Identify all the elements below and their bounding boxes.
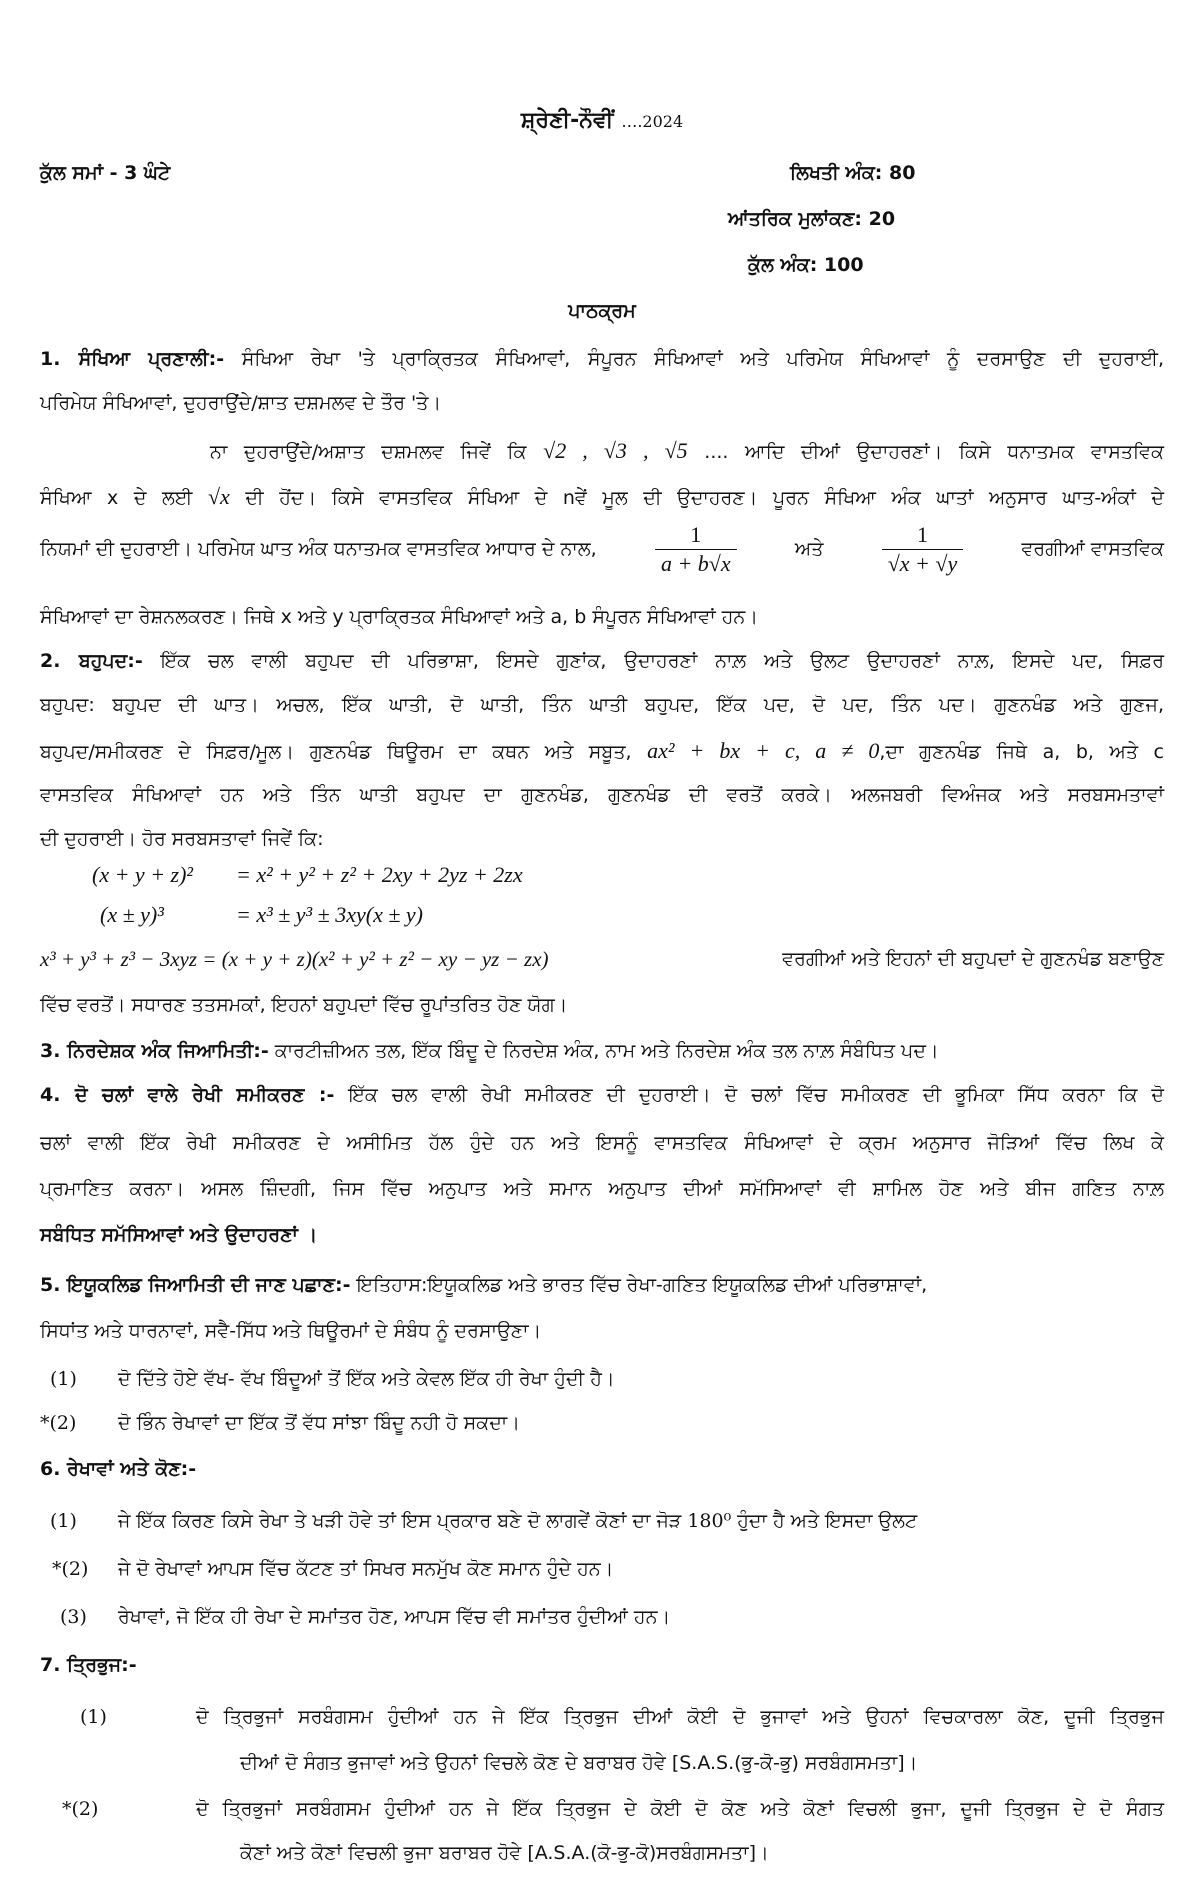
identity-1-lhs: (x + y + z)² bbox=[92, 862, 194, 887]
s1-root-x: √x bbox=[207, 484, 230, 509]
s6-text-1a: ਜੇ ਇੱਕ ਕਿਰਣ ਕਿਸੇ ਰੇਖਾ ਤੇ ਖੜੀ ਹੋਵੇ ਤਾਂ ਇਸ ਪ੍ਰਕਾਰ ਬਣੇ ਦੋ ਲਾਗਵੇਂ ਕੋਣਾਂ ਦਾ ਜੋੜ bbox=[118, 1510, 682, 1532]
s7-item-1-line-2: ਦੀਆਂ ਦੋ ਸੰਗਤ ਭੁਜਾਵਾਂ ਅਤੇ ਉਹਨਾਂ ਵਿਚਲੇ ਕੋਣ ਦੇ ਬਰਾਬਰ ਹੋਵੇ [S.A.S.(ਭੁ-ਕੋ-ਭੁ) ਸਰਬੰਗਸਮਤਾ]। bbox=[240, 1752, 918, 1774]
syllabus-heading: ਪਾਠਕ੍ਰਮ bbox=[568, 300, 636, 322]
total-time: ਕੁੱਲ ਸਮਾਂ - 3 ਘੰਟੇ bbox=[40, 162, 171, 184]
s7-item-1-line-1: ਦੋ ਤ੍ਰਿਭੁਜਾਂ ਸਰਬੰਗਸਮ ਹੁੰਦੀਆਂ ਹਨ ਜੇ ਇੱਕ ਤ੍ਰਿਭੁਜ ਦੀਆਂ ਕੋਈ ਦੋ ਭੁਜਾਵਾਂ ਅਤੇ ਉਹਨਾਂ ਵਿਚਕਾਰਲਾ ਕੋਣ, ਦੂਜੀ ਤ੍ਰਿਭੁਜ bbox=[196, 1706, 1164, 1728]
s6-item-1-number: (1) bbox=[50, 1510, 77, 1532]
s2-quadratic: ax² + bx + c, a ≠ 0 bbox=[647, 738, 880, 763]
s5-heading: 5. ਇਯੂਕਲਿਡ ਜਿਆਮਿਤੀ ਦੀ ਜਾਣ ਪਛਾਣ:- bbox=[40, 1274, 351, 1296]
identity-3: x³ + y³ + z³ − 3xyz = (x + y + z)(x² + y² + z² − xy − yz − zx) bbox=[40, 947, 549, 971]
s1-text-4a: ਸੰਖਿਆ x ਦੇ ਲਈ bbox=[40, 487, 193, 509]
page-title-line bbox=[0, 108, 1204, 135]
s6-item-1 bbox=[118, 1508, 917, 1534]
fraction-2-denominator: √x + √y bbox=[882, 549, 964, 578]
s4-text-1: ਇੱਕ ਚਲ ਵਾਲੀ ਰੇਖੀ ਸਮੀਕਰਣ ਦੀ ਦੁਹਰਾਈ। ਦੋ ਚਲਾਂ ਵਿੱਚ ਸਮੀਕਰਣ ਦੀ ਭੂਮਿਕਾ ਸਿੱਧ ਕਰਨਾ ਕਿ ਦੋ bbox=[348, 1084, 1164, 1106]
s5-line-1 bbox=[40, 1272, 927, 1298]
s4-heading: 4. ਦੋ ਚਲਾਂ ਵਾਲੇ ਰੇਖੀ ਸਮੀਕਰਣ :- bbox=[40, 1084, 335, 1106]
s2-line-5: ਦੀ ਦੁਹਰਾਈ। ਹੋਰ ਸਰਬਸਤਾਵਾਂ ਜਿਵੇਂ ਕਿ: bbox=[40, 828, 324, 850]
s6-heading: 6. ਰੇਖਾਵਾਂ ਅਤੇ ਕੋਣ:- bbox=[40, 1458, 197, 1480]
identity-2-rhs: = x³ ± y³ ± 3xy(x ± y) bbox=[236, 902, 423, 927]
s4-line-4: ਸਬੰਧਿਤ ਸਮੱਸਿਆਵਾਂ ਅਤੇ ਉਦਾਹਰਣਾਂ । bbox=[40, 1224, 318, 1246]
s7-item-2-line-2: ਕੋਣਾਂ ਅਤੇ ਕੋਣਾਂ ਵਿਚਲੀ ਭੁਜਾ ਬਰਾਬਰ ਹੋਵੇ [A.S.A.(ਕੋ-ਭੁ-ਕੋ)ਸਰਬੰਗਸਮਤਾ]। bbox=[240, 1842, 769, 1864]
s1-text-5a: ਨਿਯਮਾਂ ਦੀ ਦੁਹਰਾਈ। ਪਰਿਮੇਯ ਘਾਤ ਅੰਕ ਧਨਾਤਮਕ ਵਾਸਤਵਿਕ ਆਧਾਰ ਦੇ ਨਾਲ, bbox=[40, 538, 597, 560]
s1-text-3a: ਨਾ ਦੁਹਰਾਉਂਦੇ/ਅਸ਼ਾਤ ਦਸ਼ਮਲਵ ਜਿਵੇਂ ਕਿ bbox=[210, 441, 527, 463]
s1-line-4 bbox=[40, 484, 1164, 511]
year: ….2024 bbox=[621, 112, 684, 131]
s2-text-3b: ,ਦਾ ਗੁਣਨਖੰਡ ਜਿਥੇ a, b, ਅਤੇ c bbox=[879, 741, 1164, 763]
fraction-2-numerator: 1 bbox=[916, 521, 928, 547]
s2-line-2: ਬਹੁਪਦ: ਬਹੁਪਦ ਦੀ ਘਾਤ। ਅਚਲ, ਇੱਕ ਘਾਤੀ, ਦੋ ਘਾਤੀ, ਤਿੰਨ ਘਾਤੀ ਬਹੁਪਦ, ਇੱਕ ਪਦ, ਦੋ ਪਦ, ਤਿੰਨ ਪਦ। ਗੁਣਨਖੰਡ ਅਤੇ ਗੁਣਜ, bbox=[40, 694, 1164, 716]
s5-item-1: ਦੋ ਦਿੱਤੇ ਹੋਏ ਵੱਖ- ਵੱਖ ਬਿੰਦੂਆਂ ਤੋਂ ਇੱਕ ਅਤੇ ਕੇਵਲ ਇੱਕ ਹੀ ਰੇਖਾ ਹੁੰਦੀ ਹੈ। bbox=[118, 1368, 615, 1390]
s2-line-7: ਵਿੱਚ ਵਰਤੋਂ। ਸਧਾਰਣ ਤਤਸਮਕਾਂ, ਇਹਨਾਂ ਬਹੁਪਦਾਂ ਵਿੱਚ ਰੂਪਾਂਤਰਿਤ ਹੋਣ ਯੋਗ। bbox=[40, 994, 568, 1016]
s6-item-3: ਰੇਖਾਵਾਂ, ਜੋ ਇੱਕ ਹੀ ਰੇਖਾ ਦੇ ਸਮਾਂਤਰ ਹੋਣ, ਆਪਸ ਵਿੱਚ ਵੀ ਸਮਾਂਤਰ ਹੁੰਦੀਆਂ ਹਨ। bbox=[118, 1606, 671, 1628]
s2-line-6 bbox=[40, 946, 1164, 972]
s2-line-1 bbox=[40, 648, 1164, 674]
page-title: ਸ਼੍ਰੇਣੀ-ਨੌਵੀਂ bbox=[520, 108, 614, 133]
s3-text: ਕਾਰਟੀਜ਼ੀਅਨ ਤਲ, ਇੱਕ ਬਿੰਦੂ ਦੇ ਨਿਰਦੇਸ਼ ਅੰਕ, ਨਾਮ ਅਤੇ ਨਿਰਦੇਸ਼ ਅੰਕ ਤਲ ਨਾਲ਼ ਸੰਬੰਧਿਤ ਪਦ। bbox=[274, 1040, 939, 1062]
s4-line-2: ਚਲਾਂ ਵਾਲੀ ਇੱਕ ਰੇਖੀ ਸਮੀਕਰਣ ਦੇ ਅਸੀਮਿਤ ਹੱਲ ਹੁੰਦੇ ਹਨ ਅਤੇ ਇਸਨੂੰ ਵਾਸਤਵਿਕ ਸੰਖਿਆਵਾਂ ਦੇ ਕ੍ਰਮ ਅਨੁਸਾਰ ਜੋੜਿਆਂ ਵਿੱਚ ਲਿਖ ਕੇ bbox=[40, 1132, 1164, 1154]
s7-item-2-number: *(2) bbox=[62, 1798, 99, 1820]
s1-text-3b: .... ਆਦਿ ਦੀਆਂ ਉਦਾਹਰਣਾਂ। ਕਿਸੇ ਧਨਾਤਮਕ ਵਾਸਤਵਿਕ bbox=[704, 441, 1165, 463]
s1-line-1 bbox=[40, 346, 1164, 372]
total-marks: ਕੁੱਲ ਅੰਕ: 100 bbox=[748, 254, 864, 276]
identity-2-lhs: (x ± y)³ bbox=[100, 902, 164, 927]
s2-line-3 bbox=[40, 738, 1164, 765]
s1-line-3 bbox=[210, 438, 1164, 465]
s6-item-2-number: *(2) bbox=[52, 1558, 89, 1580]
s2-text-6b: ਵਰਗੀਆਂ ਅਤੇ ਇਹਨਾਂ ਦੀ ਬਹੁਪਦਾਂ ਦੇ ਗੁਣਨਖੰਡ ਬਣਾਉਣ bbox=[782, 948, 1164, 970]
s1-text-4b: ਦੀ ਹੋਂਦ। ਕਿਸੇ ਵਾਸਤਵਿਕ ਸੰਖਿਆ ਦੇ nਵੇਂ ਮੂਲ ਦੀ ਉਦਾਹਰਣ। ਪੂਰਨ ਸੰਖਿਆ ਅੰਕ ਘਾਤਾਂ ਅਨੁਸਾਰ ਘਾਤ-ਅੰਕਾਂ ਦੇ bbox=[245, 487, 1164, 509]
s1-roots: √2 , √3 , √5 bbox=[543, 438, 688, 463]
s3-line bbox=[40, 1038, 939, 1064]
s1-fraction-1 bbox=[655, 521, 737, 578]
fraction-1-numerator: 1 bbox=[690, 521, 702, 547]
s7-item-1-number: (1) bbox=[80, 1706, 107, 1728]
s7-heading: 7. ਤ੍ਰਿਭੁਜ:- bbox=[40, 1654, 137, 1676]
s1-text-1: ਸੰਖਿਆ ਰੇਖਾ 'ਤੇ ਪ੍ਰਾਕ੍ਰਿਤਕ ਸੰਖਿਆਵਾਂ, ਸੰਪੂਰਨ ਸੰਖਿਆਵਾਂ ਅਤੇ ਪਰਿਮੇਯ ਸੰਖਿਆਵਾਂ ਨੂੰ ਦਰਸਾਉਣ ਦੀ ਦੁਹਰਾਈ, bbox=[241, 348, 1164, 370]
s5-item-2: ਦੋ ਭਿੰਨ ਰੇਖਾਵਾਂ ਦਾ ਇੱਕ ਤੋਂ ਵੱਧ ਸਾਂਝਾ ਬਿੰਦੂ ਨਹੀ ਹੋ ਸਕਦਾ। bbox=[118, 1412, 521, 1434]
s2-text-1: ਇੱਕ ਚਲ ਵਾਲੀ ਬਹੁਪਦ ਦੀ ਪਰਿਭਾਸ਼ਾ, ਇਸਦੇ ਗੁਣਾਂਕ, ਉਦਾਹਰਣਾਂ ਨਾਲ਼ ਅਤੇ ਉਲਟ ਉਦਾਹਰਣਾਂ ਨਾਲ਼, ਇਸਦੇ ਪਦ, ਸਿਫ਼ਰ bbox=[160, 650, 1164, 672]
s6-item-3-number: (3) bbox=[60, 1606, 87, 1628]
s2-text-3a: ਬਹੁਪਦ/ਸਮੀਕਰਣ ਦੇ ਸਿਫ਼ਰ/ਮੂਲ। ਗੁਣਨਖੰਡ ਥਿਊਰਮ ਦਾ ਕਥਨ ਅਤੇ ਸਬੂਤ, bbox=[40, 741, 632, 763]
s5-text-1: ਇਤਿਹਾਸ:ਇਯੂਕਲਿਡ ਅਤੇ ਭਾਰਤ ਵਿੱਚ ਰੇਖਾ-ਗਣਿਤ ਇਯੂਕਲਿਡ ਦੀਆਂ ਪਰਿਭਾਸ਼ਾਵਾਂ, bbox=[356, 1274, 928, 1296]
s1-line-6: ਸੰਖਿਆਵਾਂ ਦਾ ਰੇਸ਼ਨਲਕਰਣ। ਜਿਥੇ x ਅਤੇ y ਪ੍ਰਾਕ੍ਰਿਤਕ ਸੰਖਿਆਵਾਂ ਅਤੇ a, b ਸੰਪੂਰਨ ਸੰਖਿਆਵਾਂ ਹਨ। bbox=[40, 606, 759, 628]
s4-line-3: ਪ੍ਰਮਾਣਿਤ ਕਰਨਾ। ਅਸਲ ਜ਼ਿੰਦਗੀ, ਜਿਸ ਵਿੱਚ ਅਨੁਪਾਤ ਅਤੇ ਸਮਾਨ ਅਨੁਪਾਤ ਦੀਆਂ ਸਮੱਸਿਆਵਾਂ ਵੀ ਸ਼ਾਮਿਲ ਹੋਣ ਅਤੇ ਬੀਜ ਗਣਿਤ ਨਾਲ਼ bbox=[40, 1178, 1164, 1200]
s2-line-4: ਵਾਸਤਵਿਕ ਸੰਖਿਆਵਾਂ ਹਨ ਅਤੇ ਤਿੰਨ ਘਾਤੀ ਬਹੁਪਦ ਦਾ ਗੁਣਨਖੰਡ, ਗੁਣਨਖੰਡ ਦੀ ਵਰਤੋਂ ਕਰਕੇ। ਅਲਜਬਰੀ ਵਿਅੰਜਕ ਅਤੇ ਸਰਬਸਮਤਾਵਾਂ bbox=[40, 784, 1164, 806]
s5-item-1-number: (1) bbox=[50, 1368, 77, 1390]
fraction-1-denominator: a + b√x bbox=[655, 549, 737, 578]
s7-item-2-line-1: ਦੋ ਤ੍ਰਿਭੁਜਾਂ ਸਰਬੰਗਸਮ ਹੁੰਦੀਆਂ ਹਨ ਜੇ ਇੱਕ ਤ੍ਰਿਭੁਜ ਦੇ ਕੋਈ ਦੋ ਕੋਣ ਅਤੇ ਕੋਣਾਂ ਵਿਚਲੀ ਭੁਜਾ, ਦੂਜੀ ਤ੍ਰਿਭੁਜ ਦੇ ਦੋ ਸੰਗਤ bbox=[196, 1798, 1164, 1820]
s1-line-5 bbox=[40, 516, 1164, 582]
identity-1-rhs: = x² + y² + z² + 2xy + 2yz + 2zx bbox=[236, 862, 523, 887]
written-marks: ਲਿਖਤੀ ਅੰਕ: 80 bbox=[790, 162, 916, 184]
s1-fraction-2 bbox=[882, 521, 964, 578]
s5-line-2: ਸਿਧਾਂਤ ਅਤੇ ਧਾਰਨਾਵਾਂ, ਸਵੈ-ਸਿੱਧ ਅਤੇ ਥਿਊਰਮਾਂ ਦੇ ਸੰਬੰਧ ਨੂੰ ਦਰਸਾਉਣਾ। bbox=[40, 1320, 542, 1342]
s2-heading: 2. ਬਹੁਪਦ:- bbox=[40, 650, 143, 672]
s4-line-1 bbox=[40, 1082, 1164, 1108]
s6-text-1b: ਹੁੰਦਾ ਹੈ ਅਤੇ ਇਸਦਾ ਉਲਟ bbox=[737, 1510, 918, 1532]
s3-heading: 3. ਨਿਰਦੇਸ਼ਕ ਅੰਕ ਜਿਆਮਿਤੀ:- bbox=[40, 1040, 269, 1062]
s1-and: ਅਤੇ bbox=[794, 538, 824, 560]
s6-item-2: ਜੇ ਦੋ ਰੇਖਾਵਾਂ ਆਪਸ ਵਿੱਚ ਕੱਟਣ ਤਾਂ ਸਿਖਰ ਸਨਮੁੱਖ ਕੋਣ ਸਮਾਨ ਹੁੰਦੇ ਹਨ। bbox=[118, 1558, 614, 1580]
s1-text-5b: ਵਰਗੀਆਂ ਵਾਸਤਵਿਕ bbox=[1021, 538, 1164, 560]
s1-line-2: ਪਰਿਮੇਯ ਸੰਖਿਆਵਾਂ, ਦੁਹਰਾਉਂਦੇ/ਸ਼ਾਤ ਦਸ਼ਮਲਵ ਦੇ ਤੌਰ 'ਤੇ। bbox=[40, 392, 442, 414]
s5-item-2-number: *(2) bbox=[40, 1412, 77, 1434]
internal-assessment: ਆਂਤਰਿਕ ਮੁਲਾਂਕਣ: 20 bbox=[728, 208, 896, 230]
angle-180: 180⁰ bbox=[687, 1510, 732, 1532]
s1-heading: 1. ਸੰਖਿਆ ਪ੍ਰਣਾਲੀ:- bbox=[40, 348, 225, 370]
